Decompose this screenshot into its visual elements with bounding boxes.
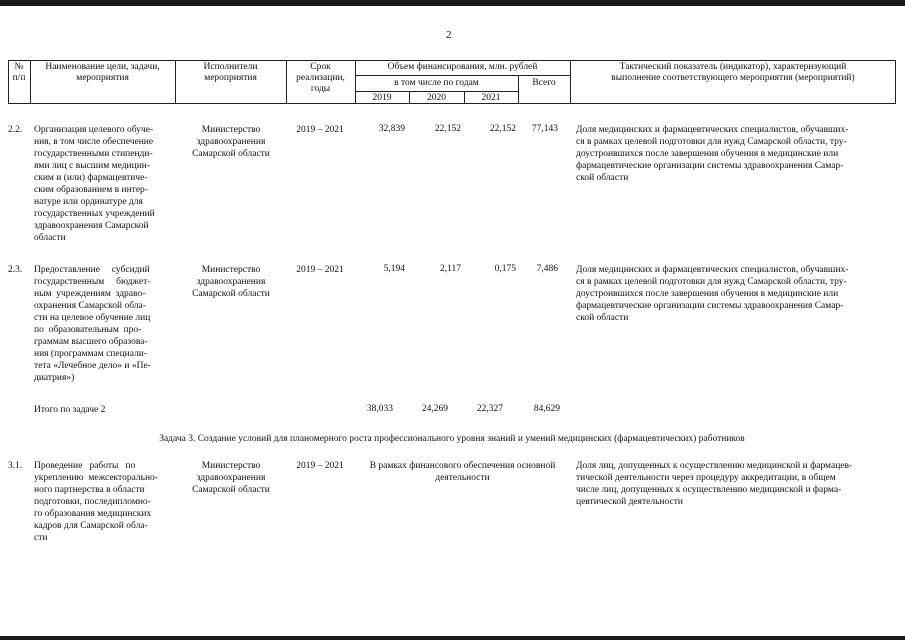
row-name: Организация целевого обуче- ния, в том числе обеспечение государственными стипенди- ями лиц с высшим медицин- ским и (или) фармацевтиче- ским образованием в интер- натуре или ординатуре для государственных учреждений здравоохранения Самарской области [34,125,155,243]
value-total: 77,143 [531,124,558,134]
row-indicator: Доля медицинских и фармацевтических специалистов, обучавших- ся в рамках целевой подготовки для нужд Самарской области, тру- доустроившихся после завершения обучения в медицинские или фармацевтические организации системы здравоохранения Самар- ской области [576,125,849,183]
scan-bottom-border [0,636,905,640]
header-year-2020: 2020 [427,93,446,103]
header-year-2021: 2021 [481,93,501,103]
header-col-executors: Исполнители мероприятия [203,62,258,83]
row-number: 2.3. [8,265,23,275]
value-2020: 22,152 [434,124,461,134]
row-term: 2019 – 2021 [296,461,344,471]
header-col-indicator: Тактический показатель (индикатор), характеризующий выполнение соответствующего мероприятия (мероприятий) [611,62,855,83]
total-2020: 24,269 [421,404,448,414]
row-indicator: Доля лиц, допущенных к осуществлению медицинской и фармацев- тической деятельности через процедуру аккредитации, в общем числе лиц, допущенных к осуществлению медицинской и фарма- цевтической деятельности [576,461,853,507]
total-2019: 38,033 [366,404,393,414]
row-term: 2019 – 2021 [296,265,344,275]
row-name: Проведение работы по укреплению межсекторально- ного партнерства в области подготовки, последипломно- го образования медицинских кадров для Самарской обла- сти [34,461,158,543]
total-label: Итого по задаче 2 [34,405,106,415]
header-col-name: Наименование цели, задачи, мероприятия [45,62,160,83]
row-name: Предоставление субсидий государственным бюджет- ным учреждениям здраво- охранения Самарской обла- сти на целевое обучение лиц по образовательным про- граммам высшего образова- ния (программам специали- тета «Лечебное дело» и «Пе- диатрия») [34,265,151,383]
header-col-number: № п/п [12,62,26,83]
row-indicator: Доля медицинских и фармацевтических специалистов, обучавших- ся в рамках целевой подготовки для нужд Самарской области, тру- доустроившихся после завершения обучения в медицинские или фармацевтические организации системы здравоохранения Самар- ской области [576,265,849,323]
value-2021: 0,175 [494,264,516,274]
task-3-title: Задача 3. Создание условий для планомерного роста профессионального уровня знаний и умений медицинских (фармацевтических) работников [159,434,745,444]
page-number: 2 [446,29,452,41]
row-financing-note: В рамках финансового обеспечения основной деятельности [369,461,556,483]
value-2019: 32,839 [378,124,405,134]
row-executors: Министерство здравоохранения Самарской области [192,125,270,159]
header-col-financing-by-year: в том числе по годам [394,78,479,88]
row-executors: Министерство здравоохранения Самарской области [192,265,270,299]
value-total: 7,486 [536,264,558,274]
total-2021: 22,327 [476,404,503,414]
value-2020: 2,117 [439,264,461,274]
value-2021: 22,152 [489,124,516,134]
header-year-2019: 2019 [372,93,392,103]
row-term: 2019 – 2021 [296,125,344,135]
row-executors: Министерство здравоохранения Самарской области [192,461,270,495]
row-number: 3.1. [8,461,23,471]
scan-top-border [0,0,905,6]
total-sum: 84,629 [533,404,560,414]
header-col-total: Всего [532,78,556,88]
header-col-financing: Объем финансирования, млн. рублей [387,62,538,72]
header-col-term: Срок реализации, годы [296,62,345,94]
value-2019: 5,194 [383,264,405,274]
row-number: 2.2. [8,125,23,135]
